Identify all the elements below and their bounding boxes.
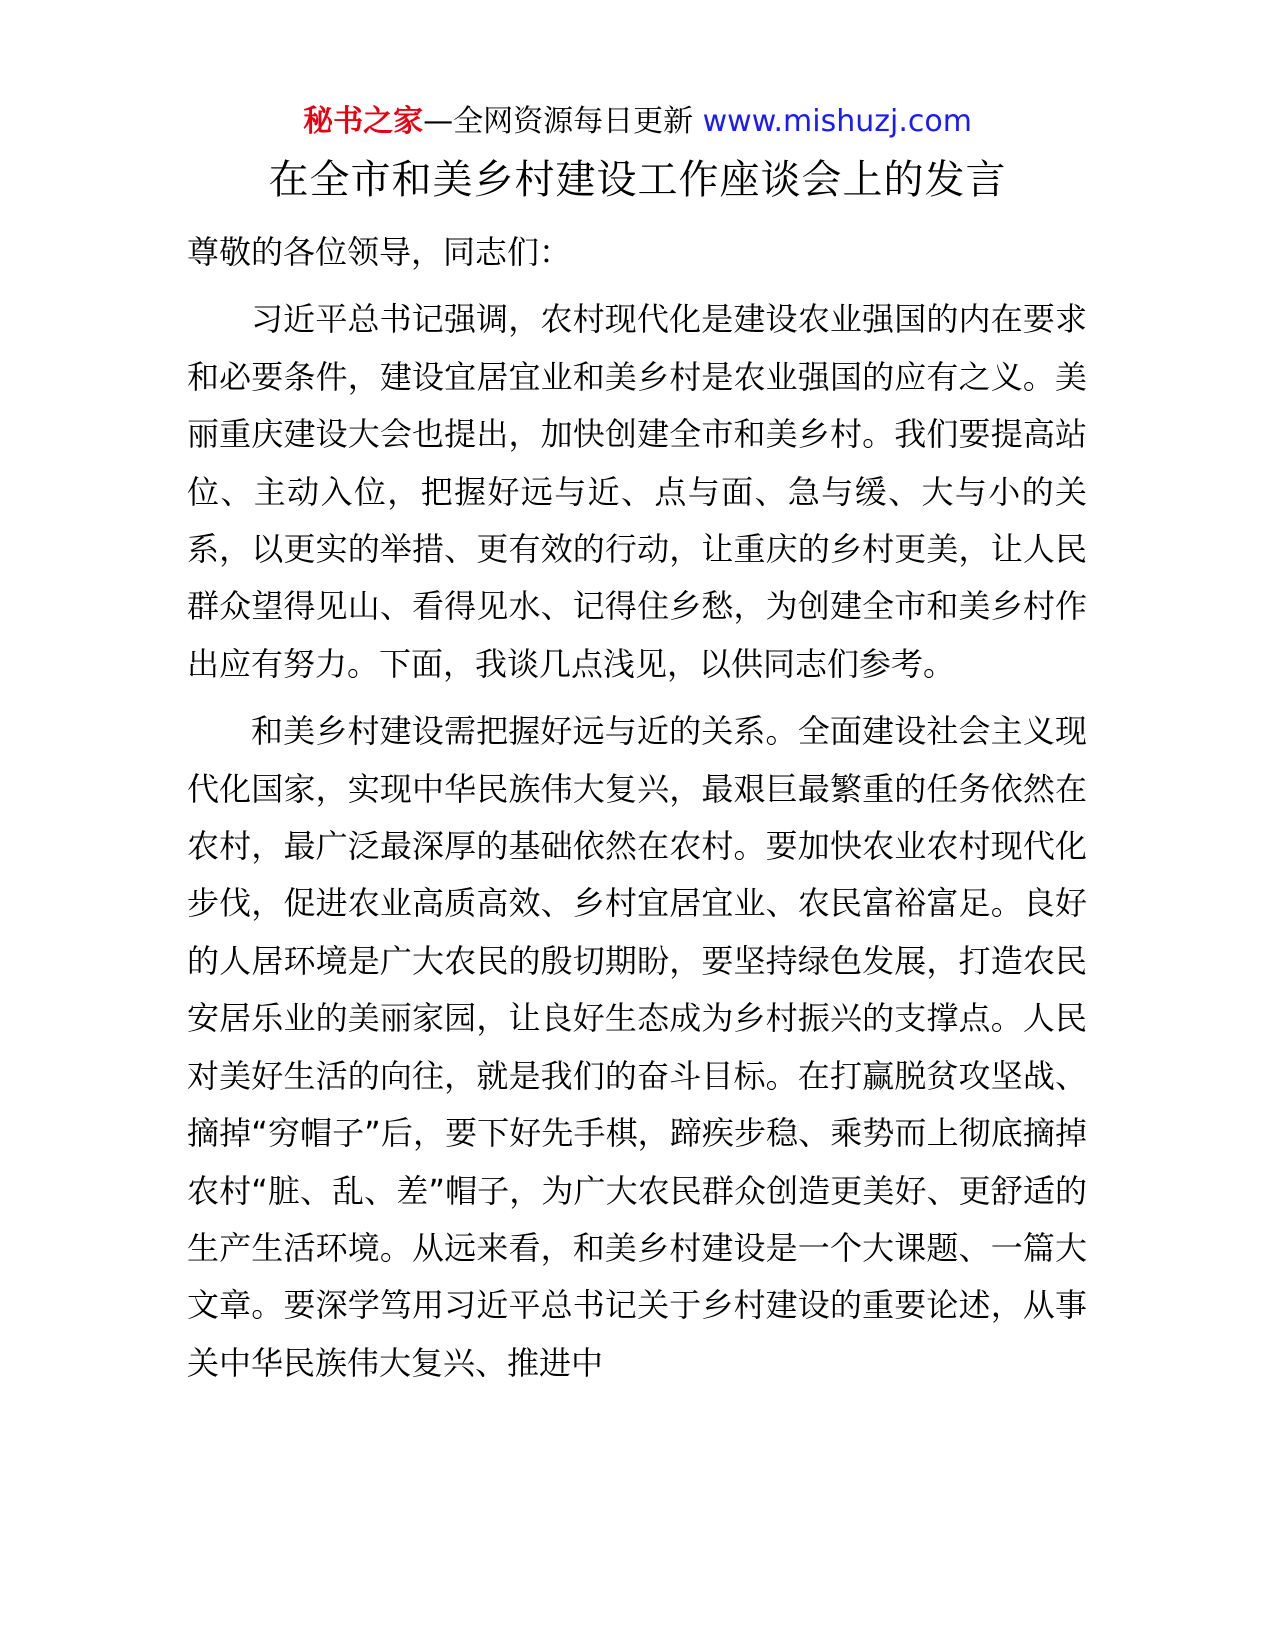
header-tagline: —全网资源每日更新 — [423, 104, 694, 139]
document-body — [187, 224, 1087, 1402]
brand-name: 秘书之家 — [303, 104, 424, 139]
document-title: 在全市和美乡村建设工作座谈会上的发言 — [268, 157, 1007, 203]
paragraph-2: 和美乡村建设需把握好远与近的关系。全面建设社会主义现代化国家，实现中华民族伟大复兴，最艰巨最繁重的任务依然在农村，最广泛最深厚的基础依然在农村。要加快农业农村现代化步伐，促进农业高质高效、乡村宜居宜业、农民富裕富足。良好的人居环境是广大农民的殷切期盼，要坚持绿色发展，打造农民安居乐业的美丽家园，让良好生态成为乡村振兴的支撑点。人民对美好生活的向往，就是我们的奋斗目标。在打赢脱贫攻坚战、摘掉“穷帽子”后，要下好先手棋，蹄疾步稳、乘势而上彻底摘掉农村“脏、乱、差”帽子，为广大农民群众创造更美好、更舒适的生产生活环境。从远来看，和美乡村建设是一个大课题、一篇大文章。要深学笃用习近平总书记关于乡村建设的重要论述，从事关中华民族伟大复兴、推进中 — [187, 712, 1087, 1382]
site-url-link[interactable]: www.mishuzj.com — [702, 104, 972, 139]
site-header — [0, 102, 1275, 142]
paragraph-1: 习近平总书记强调，农村现代化是建设农业强国的内在要求和必要条件，建设宜居宜业和美乡村是农业强国的应有之义。美丽重庆建设大会也提出，加快创建全市和美乡村。我们要提高站位、主动入位，把握好远与近、点与面、急与缓、大与小的关系，以更实的举措、更有效的行动，让重庆的乡村更美，让人民群众望得见山、看得见水、记得住乡愁，为创建全市和美乡村作出应有努力。下面，我谈几点浅见，以供同志们参考。 — [187, 300, 1087, 683]
salutation: 尊敬的各位领导，同志们： — [187, 233, 572, 271]
